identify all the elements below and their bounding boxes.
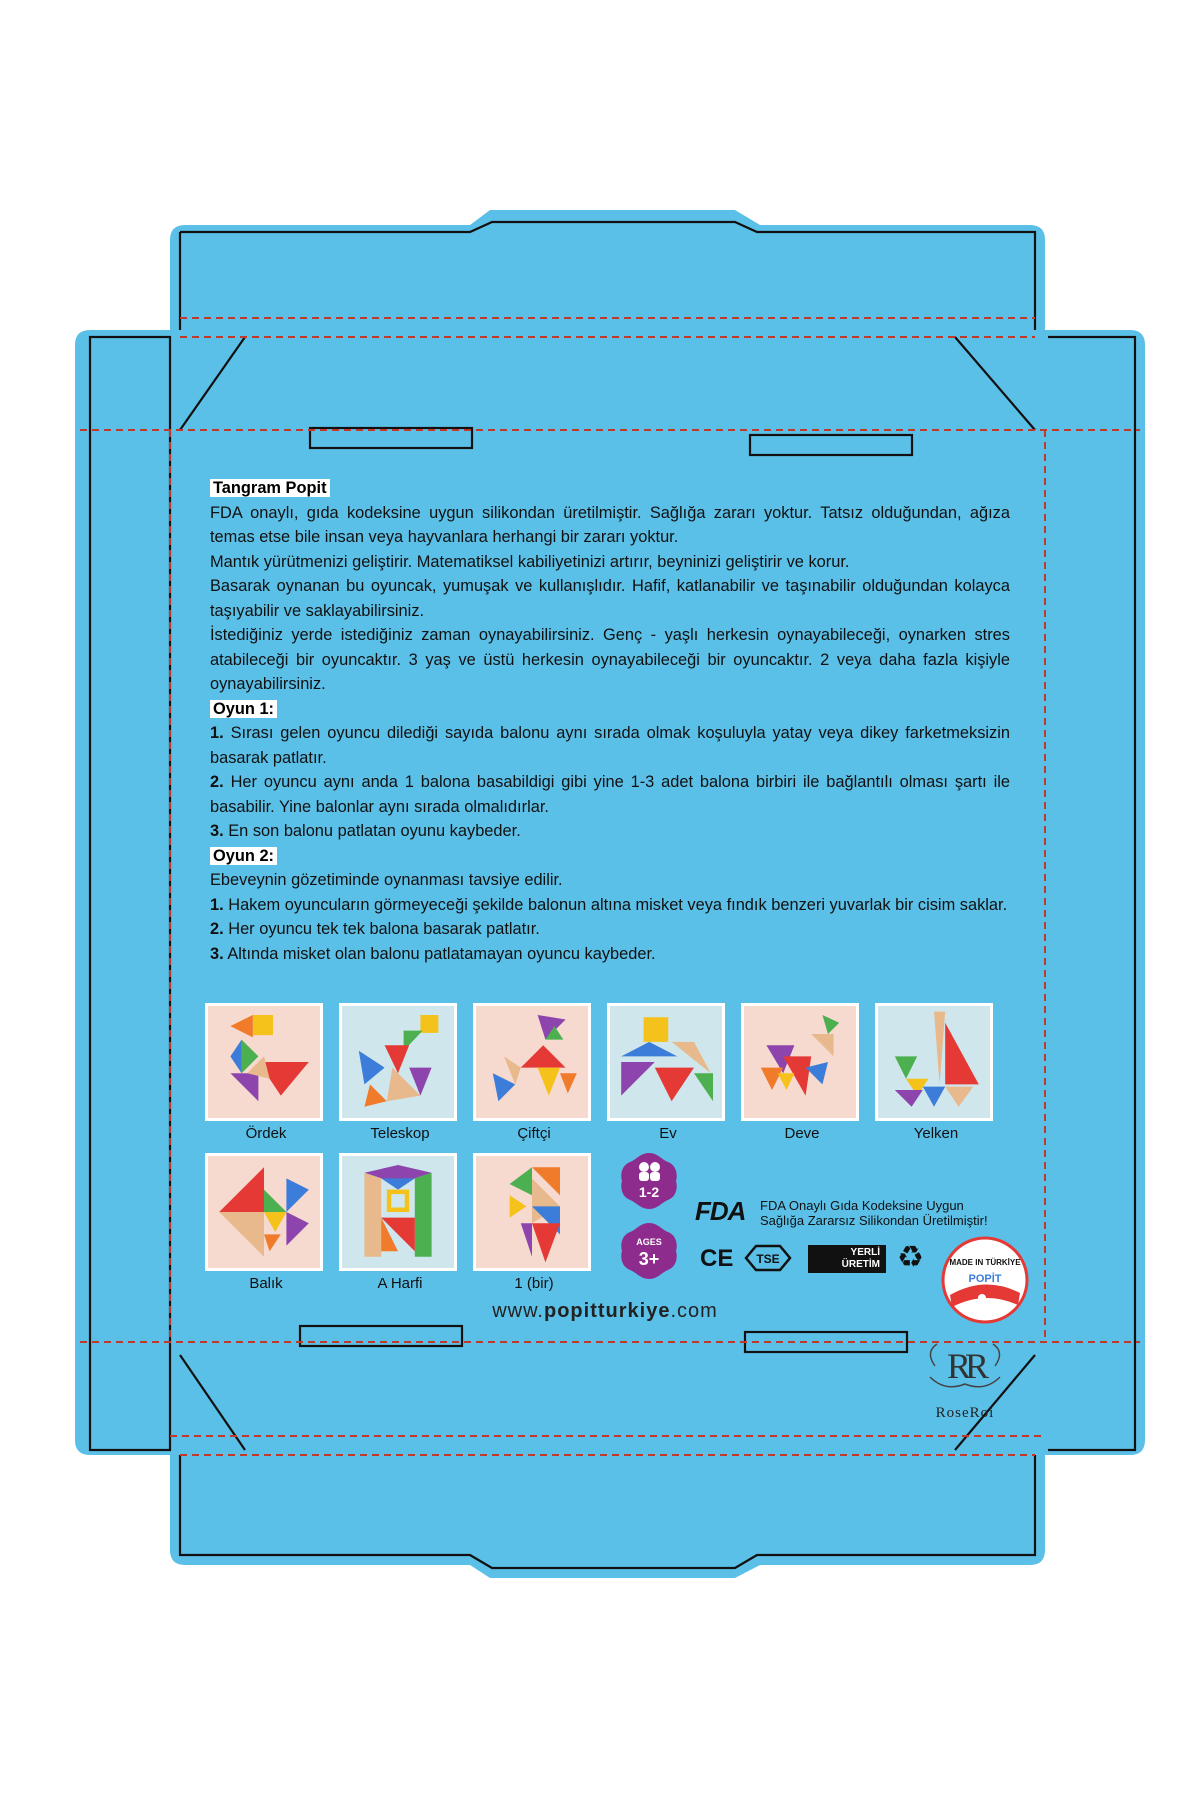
shape-deve-image bbox=[741, 1003, 859, 1121]
ages-value: 3+ bbox=[638, 1249, 660, 1269]
shape-tile bbox=[875, 1003, 997, 1142]
svg-text:TSE: TSE bbox=[756, 1252, 780, 1266]
tangram-shapes bbox=[205, 1003, 1015, 1303]
paragraph-2: Mantık yürütmenizi geliştirir. Matematiksel kabiliyetinizi artırır, beyninizi geliştirir ve korur. bbox=[210, 552, 850, 571]
shape-label: Çiftçi bbox=[517, 1125, 551, 1142]
shape-label: 1 (bir) bbox=[514, 1275, 554, 1292]
made-in-turkiye-badge bbox=[940, 1235, 1030, 1325]
roseroi-watermark bbox=[905, 1332, 1025, 1422]
shape-label: Ördek bbox=[245, 1125, 287, 1142]
shape-label: A Harfi bbox=[377, 1275, 423, 1292]
tse-mark bbox=[742, 1243, 794, 1273]
shape-tile bbox=[607, 1003, 729, 1142]
ce-mark: CE bbox=[700, 1245, 734, 1272]
game1-rule-3: 3. En son balonu patlatan oyunu kaybeder. bbox=[210, 822, 521, 840]
shape-ev-image bbox=[607, 1003, 725, 1121]
shape-teleskop-image bbox=[339, 1003, 457, 1121]
players-text: 1-2 bbox=[638, 1184, 660, 1200]
shape-label: Yelken bbox=[913, 1125, 959, 1142]
roseroi-monogram bbox=[915, 1332, 1015, 1400]
game2-heading: Oyun 2: bbox=[210, 847, 277, 865]
shape-tile bbox=[473, 1153, 595, 1292]
fda-logo: FDA bbox=[695, 1196, 746, 1226]
yerli-line-2: ÜRETİM bbox=[841, 1259, 880, 1270]
players-badge bbox=[618, 1150, 680, 1212]
website-url[interactable]: www.popitturkiye.com bbox=[492, 1300, 718, 1322]
game1-rule-1: 1. Sırası gelen oyuncu dilediği sayıda balonu aynı sırada olmak koşuluyla yatay veya dikey farketmeksizin basarak patlatır. bbox=[210, 724, 1010, 767]
paragraph-4: İstediğiniz yerde istediğiniz zaman oynayabilirsiniz. Genç - yaşlı herkesin oynayabileceği, oynarken stres atabileceği bir oyuncaktır. 3 yaş ve üstü herkesin oynayabileceği bir oyuncaktır. 2 veya daha fazla kişiyle oynayabilirsiniz. bbox=[210, 626, 1010, 693]
shape-bir-image bbox=[473, 1153, 591, 1271]
shape-tile bbox=[339, 1153, 461, 1292]
shape-tile bbox=[473, 1003, 595, 1142]
product-title: Tangram Popit bbox=[210, 479, 330, 497]
shape-label: Balık bbox=[249, 1275, 283, 1292]
ages-badge bbox=[618, 1220, 680, 1282]
shape-ordek-image bbox=[205, 1003, 323, 1121]
instructions-panel bbox=[210, 476, 1010, 966]
shape-a-harfi-image bbox=[339, 1153, 457, 1271]
shape-yelken-image bbox=[875, 1003, 993, 1121]
made-in-text: MADE IN TÜRKİYE bbox=[949, 1258, 1021, 1267]
game2-rule-3: 3. Altında misket olan balonu patlatamayan oyuncu kaybeder. bbox=[210, 944, 656, 963]
fda-statement bbox=[760, 1198, 988, 1228]
ages-label: AGES bbox=[636, 1237, 662, 1247]
fda-line-1: FDA Onaylı Gıda Kodeksine Uygun bbox=[760, 1198, 964, 1213]
game2-intro: Ebeveynin gözetiminde oynanması tavsiye edilir. bbox=[210, 871, 563, 889]
shape-ciftci-image bbox=[473, 1003, 591, 1121]
yerli-uretim-mark bbox=[808, 1245, 886, 1273]
shape-label: Deve bbox=[784, 1125, 820, 1142]
shape-tile bbox=[339, 1003, 461, 1142]
paragraph-3: Basarak oynanan bu oyuncak, yumuşak ve kullanışlıdır. Hafif, katlanabilir ve taşınabilir olduğundan kolayca taşıyabilir ve saklayabilirsiniz. bbox=[210, 577, 1010, 620]
yerli-line-1: YERLİ bbox=[850, 1247, 880, 1258]
game1-heading: Oyun 1: bbox=[210, 700, 277, 718]
shape-tile bbox=[205, 1003, 327, 1142]
fda-line-2: Sağlığa Zararsız Silikondan Üretilmiştir! bbox=[760, 1213, 988, 1228]
svg-text:RR: RR bbox=[946, 1346, 984, 1386]
shape-tile bbox=[205, 1153, 327, 1292]
game2-rule-2: 2. Her oyuncu tek tek balona basarak patlatır. bbox=[210, 920, 540, 938]
game1-rule-2: 2. Her oyuncu aynı anda 1 balona basabildigi gibi yine 1-3 adet balona birbiri ile bağlantılı olması şartı ile basabilir. Yine balonlar aynı sırada olmalıdırlar. bbox=[210, 773, 1010, 816]
shape-balik-image bbox=[205, 1153, 323, 1271]
recycle-icon: ♻ bbox=[897, 1241, 924, 1274]
game2-rule-1: 1. Hakem oyuncuların görmeyeceği şekilde balonun altına misket veya fındık benzeri yuvarlak bir cisim saklar. bbox=[210, 895, 1008, 914]
shape-tile bbox=[741, 1003, 863, 1142]
made-in-brand: POPİT bbox=[968, 1273, 1002, 1285]
paragraph-1: FDA onaylı, gıda kodeksine uygun silikondan üretilmiştir. Sağlığa zararı yoktur. Tatsız olduğundan, ağıza temas etse bile insan veya hayvanlara herhangi bir zararı yoktur. bbox=[210, 503, 1010, 546]
roseroi-name: RoseRoi bbox=[935, 1405, 995, 1421]
shape-label: Ev bbox=[659, 1125, 677, 1142]
shape-label: Teleskop bbox=[370, 1125, 430, 1142]
